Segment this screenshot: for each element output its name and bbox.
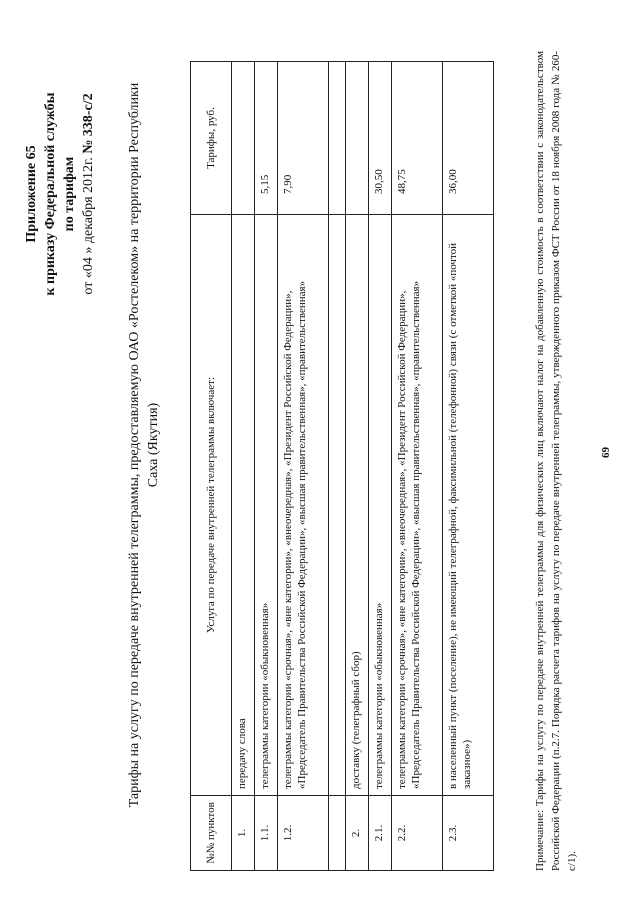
row-number <box>329 796 346 871</box>
header-number: №№ пунктов <box>191 796 232 871</box>
row-number: 2.2. <box>392 796 443 871</box>
table-row <box>346 62 369 871</box>
row-tariff: 48,75 <box>392 62 443 215</box>
row-tariff <box>346 62 369 215</box>
table-header-row <box>191 62 232 871</box>
appendix-date-line <box>79 44 98 344</box>
row-service: телеграммы категории «обыкновенная» <box>255 215 278 796</box>
table-row <box>255 62 278 871</box>
row-service: доставку (телеграфный сбор) <box>346 215 369 796</box>
row-tariff <box>329 62 346 215</box>
table-row <box>232 62 255 871</box>
tariff-table <box>190 61 494 871</box>
row-number: 1. <box>232 796 255 871</box>
appendix-number: Приложение 65 <box>24 145 39 243</box>
row-service: передачу слова <box>232 215 255 796</box>
row-service: в населенный пункт (поселение), не имеющий телеграфной, факсимильной (телефонной) связи (с отметкой «почтой заказное») <box>443 215 494 796</box>
appendix-order-ref: к приказу Федеральной службы <box>43 92 58 296</box>
row-tariff: 36,00 <box>443 62 494 215</box>
appendix-agency: по тарифам <box>62 156 77 232</box>
title-line-1: Тарифы на услугу по передаче внутренней телеграммы, предоставляемую ОАО «Ростелеком» на территории Республики <box>127 82 142 808</box>
row-service: телеграммы категории «обыкновенная» <box>369 215 392 796</box>
row-number: 1.2. <box>278 796 329 871</box>
appendix-date: от «04 » декабря 2012г. <box>81 157 96 295</box>
row-service: телеграммы категории «срочная», «вне категории», «внеочередная», «Президент Российской Федерации», «Председатель Правительства Российской Федерации», «высшая правительственная», «правительственная» <box>278 215 329 796</box>
row-tariff: 7,90 <box>278 62 329 215</box>
row-service <box>329 215 346 796</box>
row-number: 2. <box>346 796 369 871</box>
row-service: телеграммы категории «срочная», «вне категории», «внеочередная», «Президент Российской Федерации», «Председатель Правительства Российской Федерации», «высшая правительственная», «правительственная» <box>392 215 443 796</box>
title-line-2: Саха (Якутия) <box>146 402 161 488</box>
header-service: Услуга по передаче внутренней телеграммы включает: <box>191 215 232 796</box>
header-tariff: Тарифы, руб. <box>191 62 232 215</box>
row-tariff <box>232 62 255 215</box>
row-number: 2.3. <box>443 796 494 871</box>
appendix-header <box>22 44 98 344</box>
table-row <box>278 62 329 871</box>
appendix-order-number: № 338-с/2 <box>81 93 96 154</box>
page-number: 69 <box>600 447 612 458</box>
document-title <box>125 55 163 835</box>
row-tariff: 30,50 <box>369 62 392 215</box>
row-number: 1.1. <box>255 796 278 871</box>
row-number: 2.1. <box>369 796 392 871</box>
footnote: Примечание: Тарифы на услугу по передаче внутренней телеграммы для физических лиц включают налог на добавленную стоимость в соответствии с законодательством Российской Федерации (п.2.7. Порядка расчета тарифов на услугу по передаче внутренней телеграммы, утвержденного приказом ФСТ России от 18 ноября 2008 года № 260-с/1). <box>534 51 578 871</box>
table-row <box>443 62 494 871</box>
table-row <box>392 62 443 871</box>
table-row <box>369 62 392 871</box>
table-row-spacer <box>329 62 346 871</box>
row-tariff: 5,15 <box>255 62 278 215</box>
